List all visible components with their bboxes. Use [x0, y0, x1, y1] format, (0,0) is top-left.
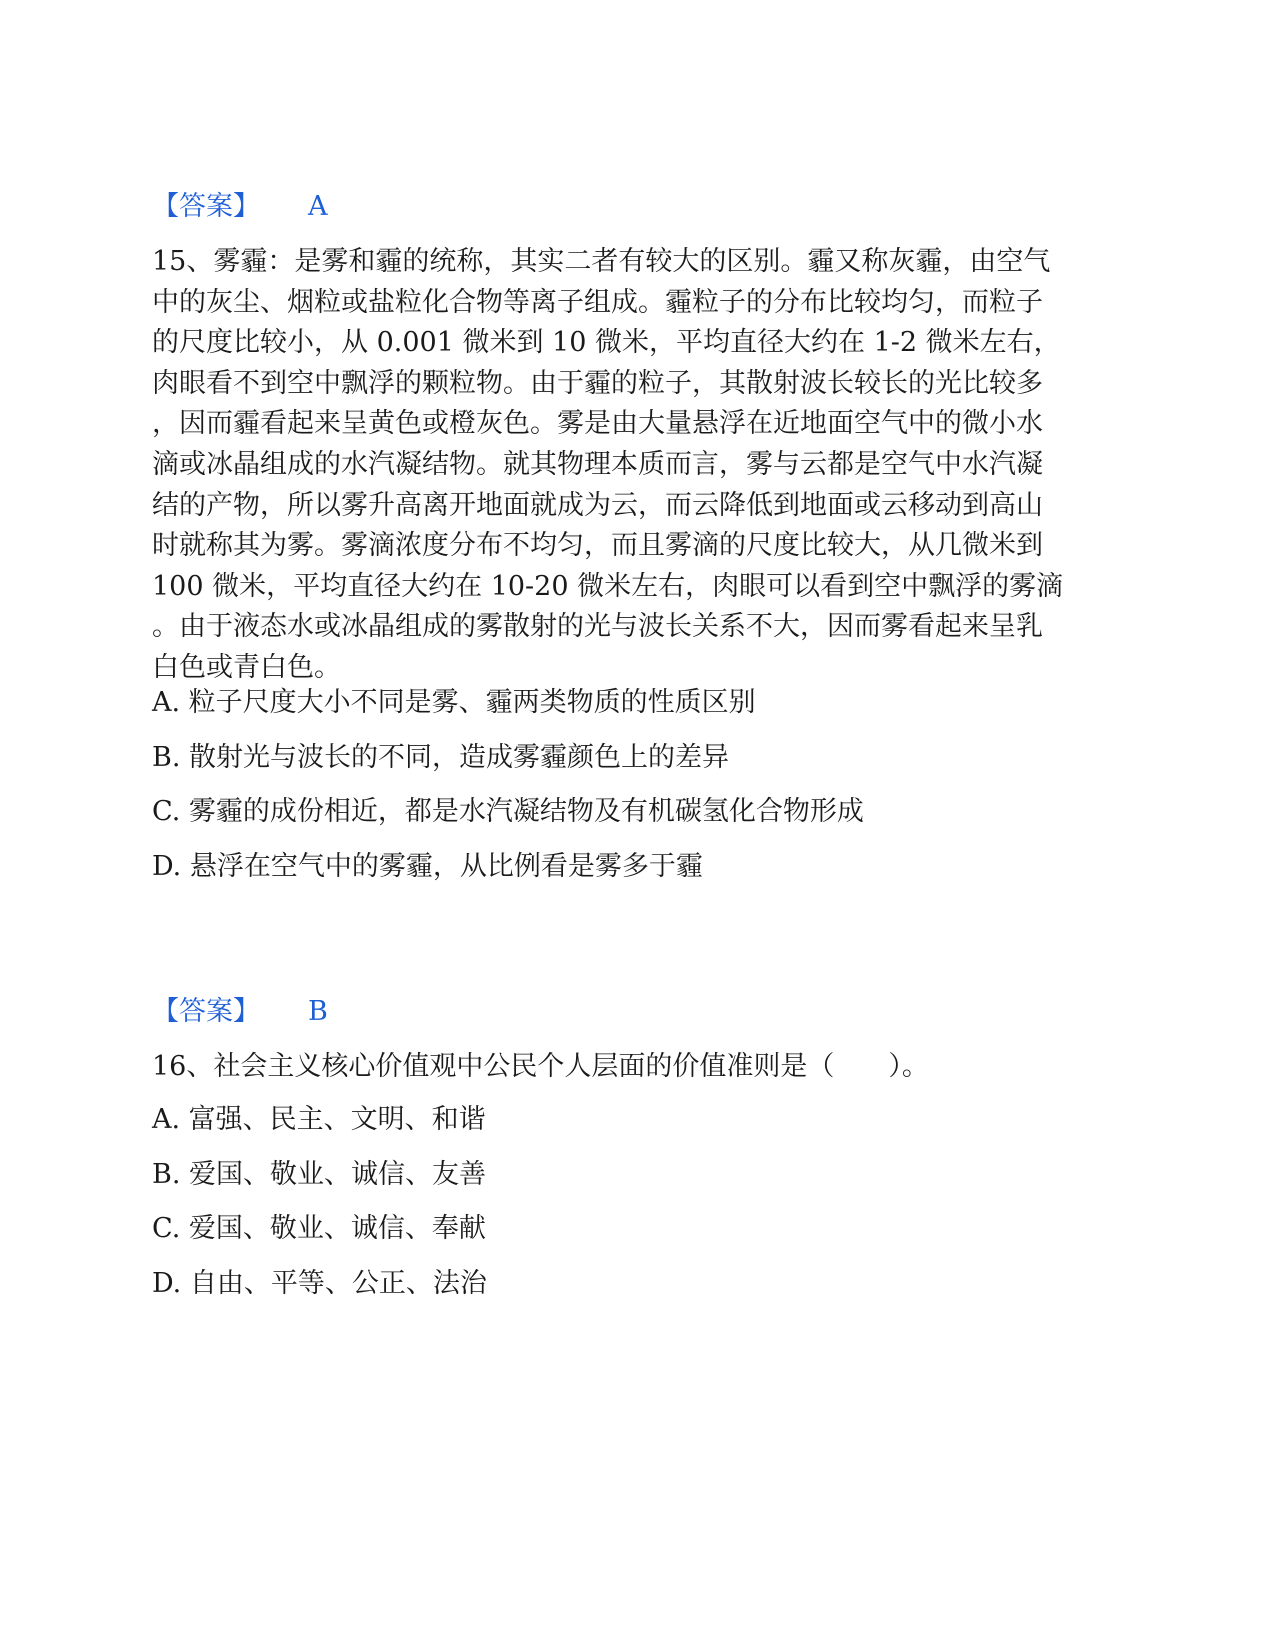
option-d: D. 自由、平等、公正、法治	[152, 1268, 487, 1299]
answer-label: 【答案】	[152, 191, 260, 222]
text-line: 白色或青白色。	[152, 651, 341, 683]
text-line: 中的灰尘、烟粒或盐粒化合物等离子组成。霾粒子的分布比较均匀，而粒子	[152, 286, 1043, 318]
question-16-text: 16、社会主义核心价值观中公民个人层面的价值准则是（ ）。	[152, 1051, 929, 1082]
text-line: 100 微米，平均直径大约在 10-20 微米左右，肉眼可以看到空中飘浮的雾滴	[152, 570, 1064, 602]
text-line: 时就称其为雾。雾滴浓度分布不均匀，而且雾滴的尺度比较大，从几微米到	[152, 530, 1043, 562]
text-line: 15、雾霾：是雾和霾的统称，其实二者有较大的区别。霾又称灰霾，由空气	[152, 246, 1051, 277]
question-15-text	[152, 242, 1117, 689]
text-line: 滴或冰晶组成的水汽凝结物。就其物理本质而言，雾与云都是空气中水汽凝	[152, 448, 1043, 480]
option-a: A. 富强、民主、文明、和谐	[152, 1104, 486, 1135]
option-d: D. 悬浮在空气中的雾霾，从比例看是雾多于霾	[152, 851, 703, 882]
option-a: A. 粒子尺度大小不同是雾、霾两类物质的性质区别	[152, 687, 756, 718]
option-b: B. 散射光与波长的不同，造成雾霾颜色上的差异	[152, 742, 730, 773]
option-c: C. 爱国、敬业、诚信、奉献	[152, 1213, 486, 1244]
option-b: B. 爱国、敬业、诚信、友善	[152, 1159, 487, 1190]
text-line: 肉眼看不到空中飘浮的颗粒物。由于霾的粒子，其散射波长较长的光比较多	[152, 367, 1043, 399]
answer-value: B	[308, 996, 328, 1027]
text-line: 的尺度比较小，从 0.001 微米到 10 微米，平均直径大约在 1-2 微米左右，	[152, 327, 1061, 359]
option-c: C. 雾霾的成份相近，都是水汽凝结物及有机碳氢化合物形成	[152, 796, 864, 827]
text-line: ，因而霾看起来呈黄色或橙灰色。雾是由大量悬浮在近地面空气中的微小水	[152, 408, 1043, 440]
answer-header-1	[152, 189, 328, 225]
text-line: 。由于液态水或冰晶组成的雾散射的光与波长关系不大，因而雾看起来呈乳	[152, 611, 1043, 643]
answer-label: 【答案】	[152, 996, 260, 1027]
text-line: 结的产物，所以雾升高离开地面就成为云，而云降低到地面或云移动到高山	[152, 489, 1043, 521]
answer-value: A	[308, 191, 328, 222]
answer-header-2	[152, 994, 328, 1030]
